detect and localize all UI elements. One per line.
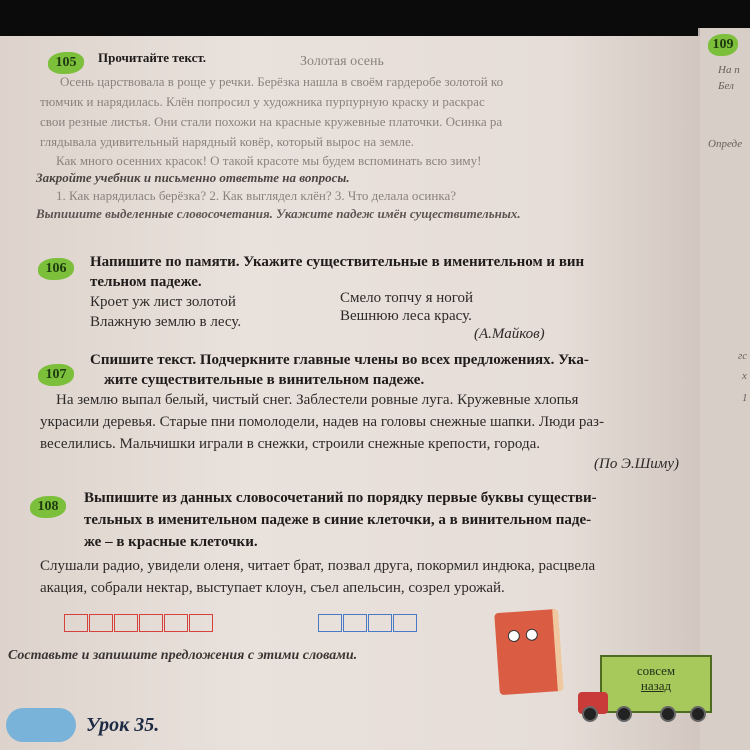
truck-label-line-1: совсем	[636, 663, 676, 678]
red-box[interactable]	[64, 614, 88, 632]
right-page-text: х	[742, 370, 747, 382]
book-character-illustration	[494, 609, 564, 695]
exercise-108-instruction: Выпишите из данных словосочетаний по порядку первые буквы существи-	[84, 490, 597, 506]
text-line: свои резные листья. Они стали похожи на красные кружевные платочки. Осинка ра	[40, 114, 503, 129]
text-line: глядывала удивительный нарядный ковёр, который вырос на земле.	[40, 134, 415, 149]
right-page-text: 1	[742, 392, 748, 404]
dark-top-edge	[0, 0, 750, 36]
exercise-badge-right: 109	[708, 34, 738, 56]
exercise-105-task2: Выпишите выделенные словосочетания. Укажите падеж имён существительных.	[36, 206, 521, 221]
poem-line: Кроет уж лист золотой	[90, 294, 236, 310]
exercise-number-107: 107	[38, 364, 74, 386]
exercise-105-task: Закройте учебник и письменно ответьте на вопросы.	[36, 170, 350, 185]
lesson-title: Урок 35.	[86, 714, 160, 736]
exercise-number-105: 105	[48, 52, 84, 74]
exercise-106-instruction: Напишите по памяти. Укажите существительные в именительном и вин	[90, 254, 585, 270]
text-line: На землю выпал белый, чистый снег. Заблестели ровные луга. Кружевные хлопья	[56, 392, 579, 408]
wheel-icon	[690, 706, 706, 722]
phrase-line: акация, собрали нектар, выступает клоун, съел апельсин, созрел урожай.	[40, 580, 505, 596]
red-box[interactable]	[139, 614, 163, 632]
poem-line: Смело топчу я ногой	[340, 290, 474, 306]
blue-box[interactable]	[343, 614, 367, 632]
text-line: веселились. Мальчишки играли в снежки, строили снежные крепости, города.	[40, 436, 541, 452]
blue-answer-boxes[interactable]	[318, 614, 418, 632]
exercise-106-instruction: тельном падеже.	[90, 274, 202, 290]
red-box[interactable]	[189, 614, 213, 632]
text-title: Золотая осень	[300, 54, 384, 69]
text-line: тюмчик и нарядилась. Клён попросил у художника пурпурную краску и раскрас	[40, 94, 485, 109]
exercise-number-108: 108	[30, 496, 66, 518]
text-line: Как много осенних красок! О такой красоте мы будем вспоминать всю зиму!	[56, 153, 482, 168]
truck-trailer	[600, 655, 712, 713]
red-answer-boxes[interactable]	[64, 614, 214, 632]
text-line: Осень царствовала в роще у речки. Берёзка нашла в своём гардеробе золотой ко	[60, 74, 504, 89]
blue-box[interactable]	[368, 614, 392, 632]
exercise-108-instruction: же – в красные клеточки.	[84, 534, 258, 550]
right-page-edge	[698, 28, 750, 750]
wheel-icon	[660, 706, 676, 722]
red-box[interactable]	[89, 614, 113, 632]
text-author: (По Э.Шиму)	[594, 456, 680, 472]
truck-label	[602, 663, 710, 693]
right-page-text: гс	[738, 350, 748, 362]
poem-author: (А.Майков)	[474, 326, 545, 342]
cloud-icon	[6, 708, 76, 742]
phrase-line: Слушали радио, увидели оленя, читает брат, позвал друга, покормил индюка, расцвела	[40, 558, 596, 574]
exercise-105-questions: 1. Как нарядилась берёзка? 2. Как выглядел клён? 3. Что делала осинка?	[56, 188, 457, 203]
final-task: Составьте и запишите предложения с этими словами.	[8, 648, 358, 663]
exercise-108-instruction: тельных в именительном падеже в синие клеточки, а в винительном паде-	[84, 512, 592, 528]
blue-box[interactable]	[393, 614, 417, 632]
wheel-icon	[582, 706, 598, 722]
exercise-number-106: 106	[38, 258, 74, 280]
text-line: украсили деревья. Старые пни помолодели, надев на головы снежные шапки. Люди раз-	[40, 414, 604, 430]
poem-line: Вешнюю леса красу.	[340, 308, 472, 324]
eye-icon	[507, 630, 520, 643]
blue-box[interactable]	[318, 614, 342, 632]
red-box[interactable]	[164, 614, 188, 632]
red-box[interactable]	[114, 614, 138, 632]
truck-label-line-2: назад	[640, 678, 672, 693]
eye-icon	[525, 628, 538, 641]
wheel-icon	[616, 706, 632, 722]
right-page-text: Бел	[718, 80, 734, 92]
right-page-text: На п	[718, 64, 740, 76]
right-page-text: Опреде	[708, 138, 743, 150]
exercise-107-instruction: жите существительные в винительном падеже.	[104, 372, 425, 388]
exercise-107-instruction: Спишите текст. Подчеркните главные члены во всех предложениях. Ука-	[90, 352, 589, 368]
poem-line: Влажную землю в лесу.	[90, 314, 242, 330]
exercise-105-instruction: Прочитайте текст.	[98, 50, 207, 65]
